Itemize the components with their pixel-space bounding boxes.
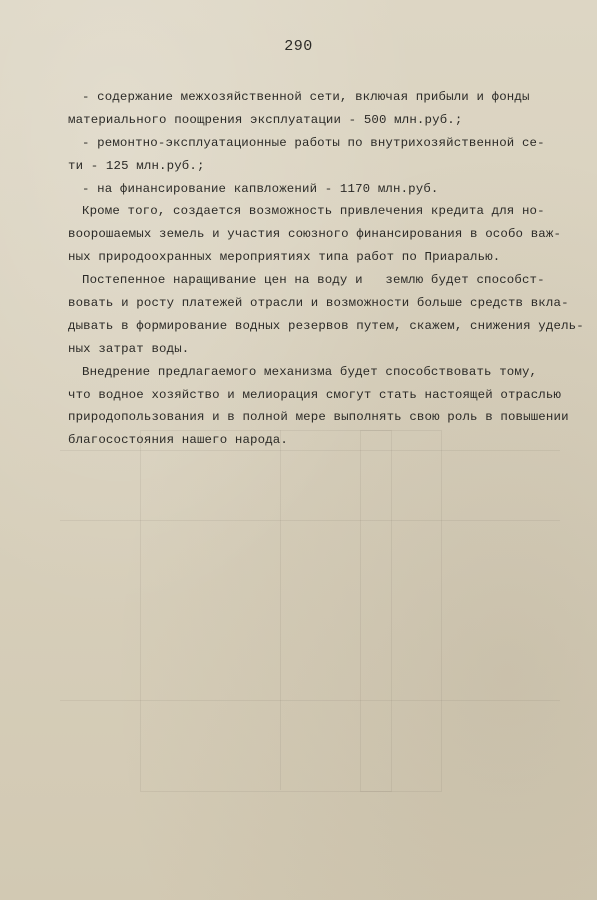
text-line: - на финансирование капвложений - 1170 млн.руб. [82,181,439,196]
text-line: материального поощрения эксплуатации - 500 млн.руб.; [68,112,463,127]
text-line: что водное хозяйство и мелиорация смогут стать настоящей отраслью [68,387,562,402]
text-line: - ремонтно-эксплуатационные работы по внутрихозяйственной се- [82,135,545,150]
text-line: воорошаемых земель и участия союзного финансирования в особо важ- [68,227,562,242]
text-line: дывать в формирование водных резервов путем, скажем, снижения удель- [68,318,584,333]
show-through-rule [280,430,282,790]
text-line: Постепенное наращивание цен на воду и землю будет способст- [82,273,545,288]
text-line: ти - 125 млн.руб.; [68,158,205,173]
text-line: природопользования и в полной мере выполнять свою роль в повышении [68,410,569,425]
show-through-rule [60,520,560,522]
text-line: благосостояния нашего народа. [68,433,288,448]
text-line: Кроме того, создается возможность привлечения кредита для но- [82,204,545,219]
show-through-rule [60,700,560,702]
text-line: ных затрат воды. [68,341,190,356]
body-text [68,86,592,452]
text-line: Внедрение предлагаемого механизма будет способствовать тому, [82,364,538,379]
text-line: ных природоохранных мероприятиях типа работ по Приаралью. [68,250,501,265]
page-number: 290 [284,38,313,55]
text-line: - содержание межхозяйственной сети, включая прибыли и фонды [82,90,530,104]
text-line: вовать и росту платежей отрасли и возможности больше средств вкла- [68,296,569,311]
show-through-frame [360,430,442,792]
show-through-frame [140,430,392,792]
